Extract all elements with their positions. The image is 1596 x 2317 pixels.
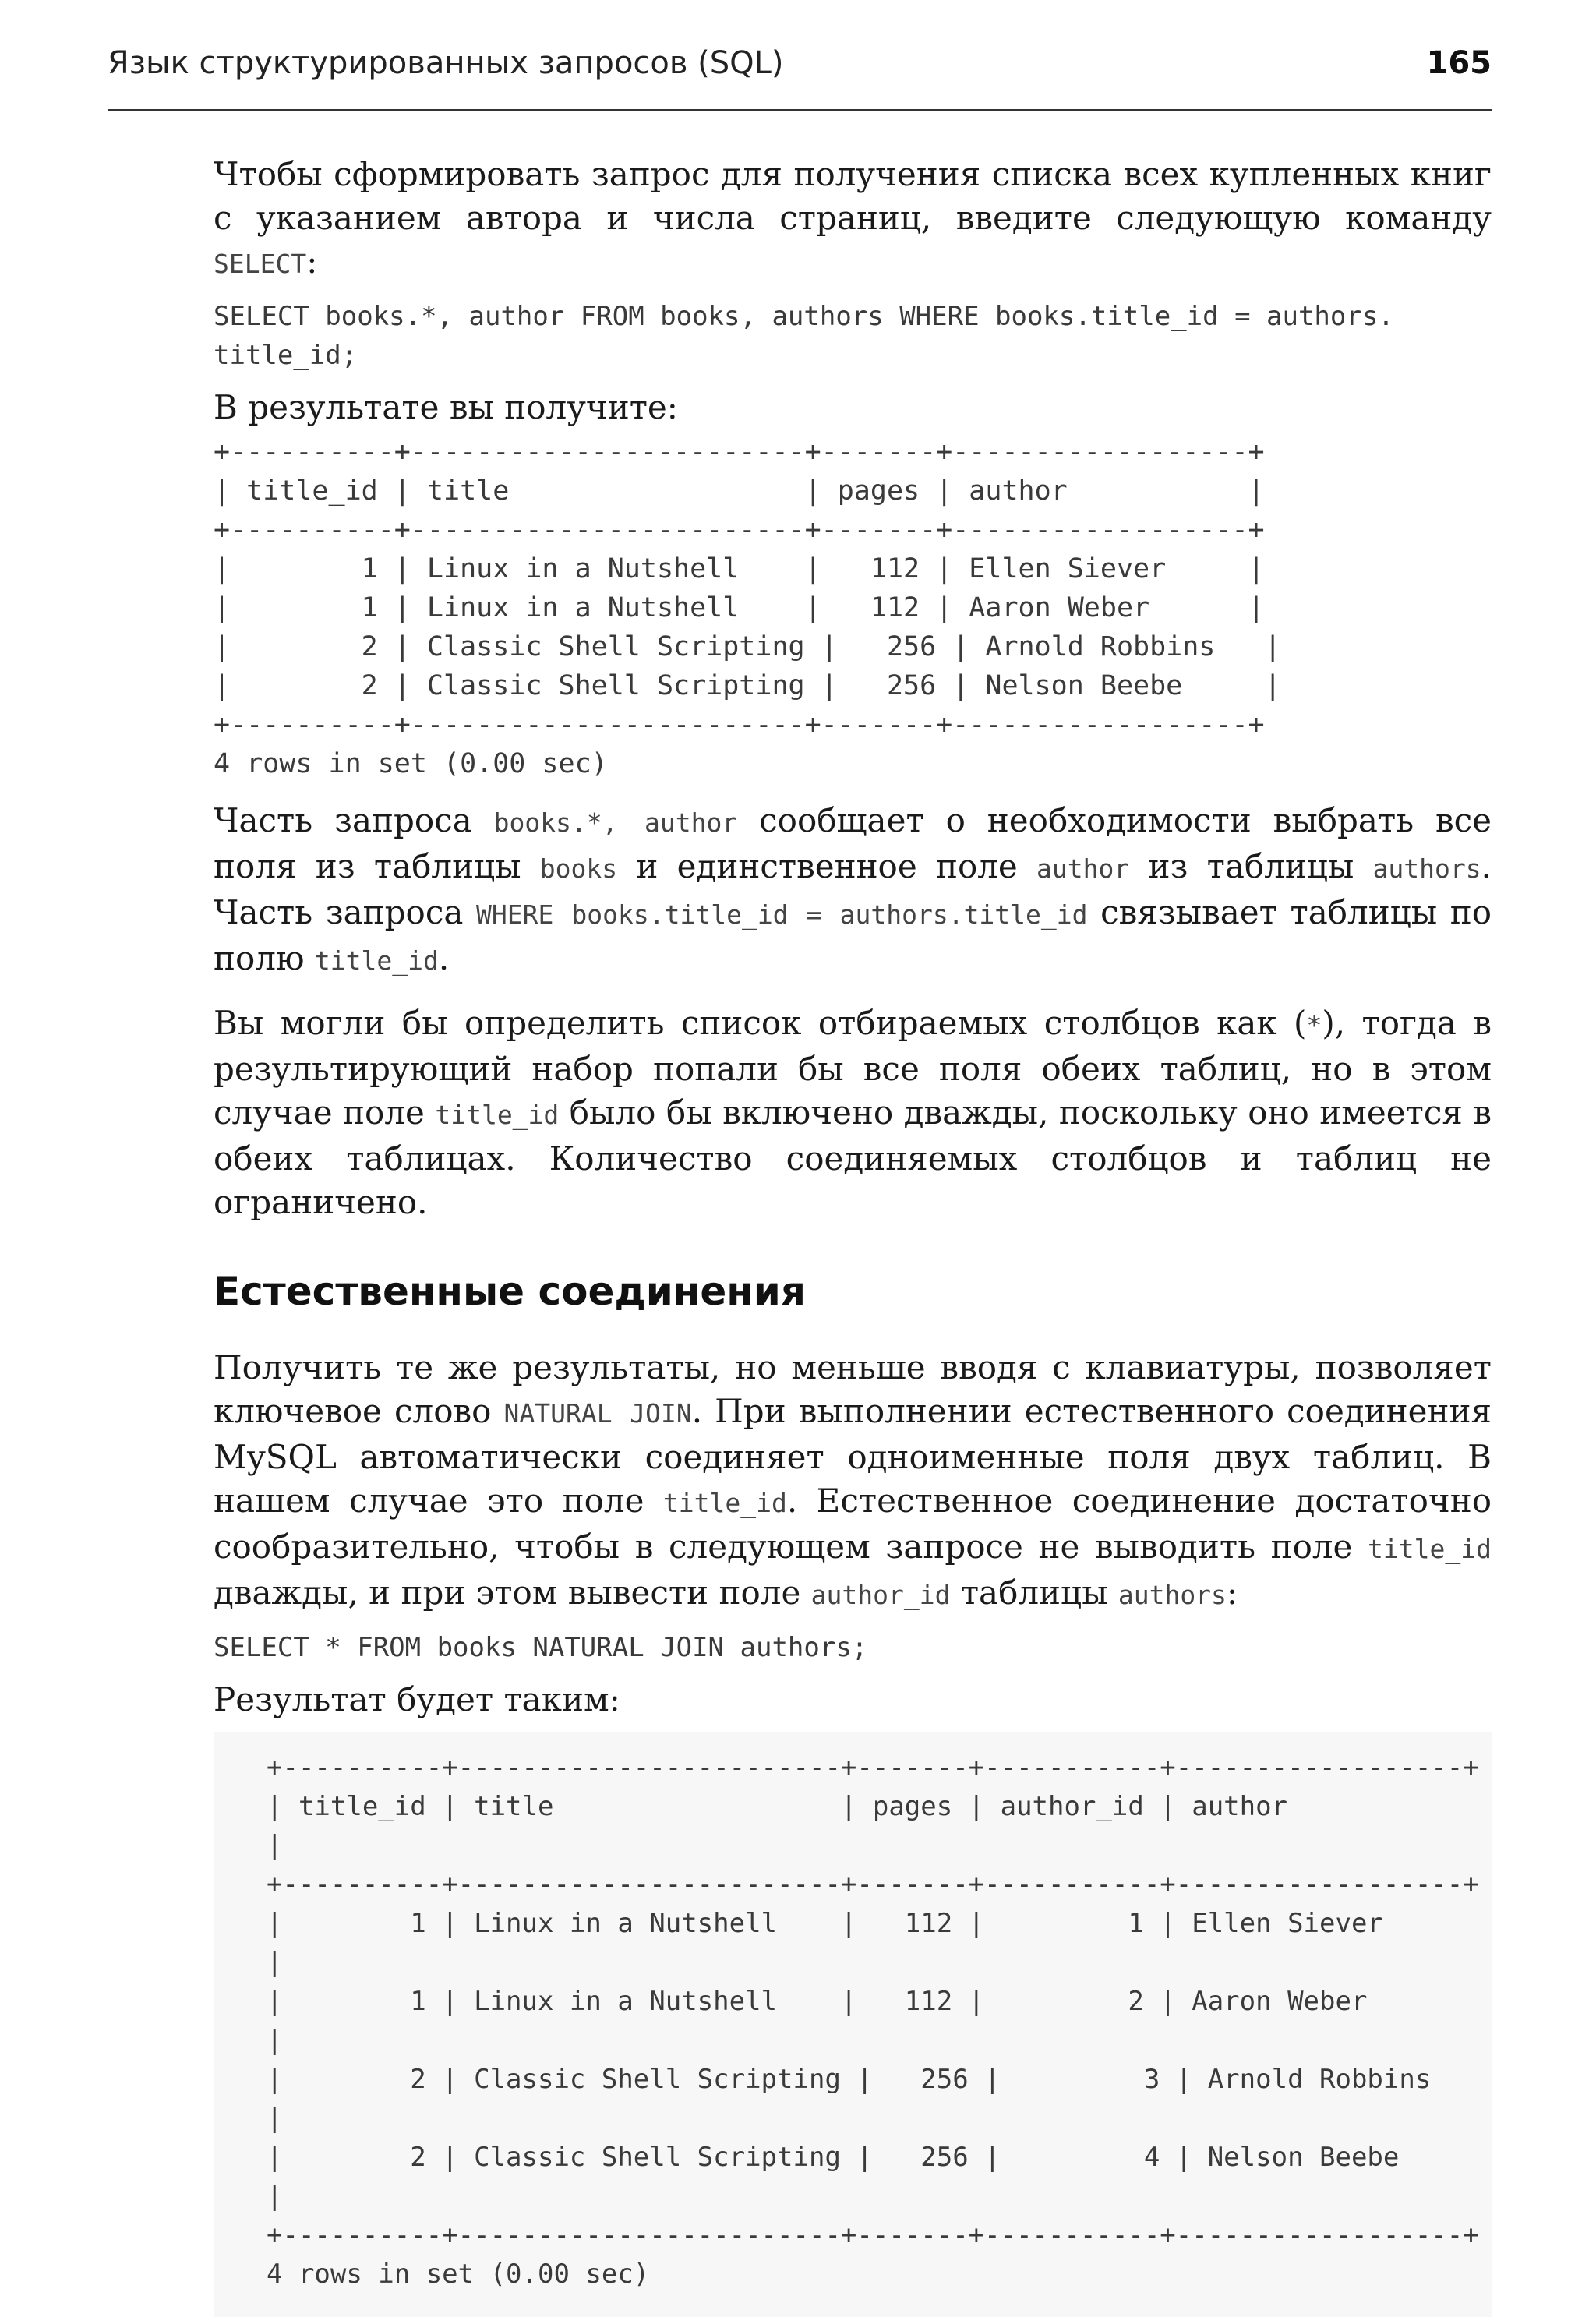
text-span: Получить те же результаты, но меньше вводя с клавиатуры, позволяет ключевое слово: [214, 1348, 1492, 1430]
inline-code: *: [1306, 1010, 1322, 1040]
inline-code: author_id: [810, 1580, 951, 1610]
inline-code: authors: [1118, 1580, 1227, 1610]
explain-paragraph: [214, 799, 1492, 983]
text-span: было бы включено дважды, поскольку оно имеется в обеих таблицах. Количество соединяемых столбцов и таблиц не ограничено.: [214, 1093, 1492, 1221]
text-span: из таблицы: [1129, 847, 1373, 885]
running-header: [108, 45, 1492, 111]
query-select-join: SELECT books.*, author FROM books, authors WHERE books.title_id = authors. title_id;: [214, 301, 1394, 371]
text-span: .: [438, 939, 450, 977]
intro-text-end: :: [306, 242, 318, 281]
page-number: 165: [1426, 45, 1492, 81]
text-span: . Часть запроса: [214, 847, 1492, 931]
page-content: [214, 153, 1492, 2317]
text-span: таблицы: [950, 1574, 1118, 1612]
text-span: ), тогда в результирующий набор попали бы все поля обеих таблиц, но в этом случае поле: [214, 1004, 1492, 1132]
intro-paragraph: [214, 153, 1492, 286]
text-span: Вы могли бы определить список отбираемых столбцов как (: [214, 1004, 1307, 1042]
result-label-2: Результат будет таким:: [214, 1680, 620, 1718]
text-span: и единственное поле: [617, 847, 1037, 885]
columns-note-paragraph: [214, 1001, 1492, 1224]
text-span: связывает таблицы по полю: [214, 893, 1492, 977]
chapter-title: Язык структурированных запросов (SQL): [108, 45, 784, 81]
inline-code: SELECT: [214, 249, 307, 279]
inline-code: author: [1036, 853, 1130, 884]
text-span: . Естественное соединение достаточно сообразительно, чтобы в следующем запросе не выводить поле: [214, 1482, 1492, 1566]
text-span: :: [1226, 1574, 1238, 1612]
text-span: дважды, и при этом вывести поле: [214, 1574, 811, 1612]
result-label-1: В результате вы получите:: [214, 388, 678, 426]
result-table-2: +----------+------------------------+-------+-----------+------------------+ | title_id | title | pages | author_id | author | +----------+------------------------+-------+-----------+------------------+ | 1 | Linux in a Nutshell | 112 | 1 | Ellen Siever | | 1 | Linux in a Nutshell | 112 | 2 | Aaron Weber | | 2 | Classic Shell Scripting | 256 | 3 | Arnold Robbins | | 2 | Classic Shell Scripting | 256 | 4 | Nelson Beebe | +----------+------------------------+-------+-----------+------------------+ 4 rows in set (0.00 sec): [267, 1752, 1479, 2290]
inline-code: books.*, author: [493, 807, 738, 838]
result-table-2-block: [214, 1732, 1492, 2317]
text-span: сообщает о необходимости выбрать все поля из таблицы: [214, 801, 1492, 885]
text-span: Часть запроса: [214, 801, 494, 839]
inline-code: authors: [1372, 853, 1481, 884]
inline-code: title_id: [435, 1100, 560, 1130]
result-table-1: +----------+------------------------+-------+------------------+ | title_id | title | pages | author | +----------+------------------------+-------+------------------+ | 1 | Linux in a Nutshell | 112 | Ellen Siever | | 1 | Linux in a Nutshell | 112 | Aaron Weber | | 2 | Classic Shell Scripting | 256 | Arnold Robbins | | 2 | Classic Shell Scripting | 256 | Nelson Beebe | +----------+------------------------+-------+------------------+ 4 rows in set (0.00 sec): [214, 436, 1281, 779]
query-natural-join: SELECT * FROM books NATURAL JOIN authors;: [214, 1632, 868, 1663]
inline-code: title_id: [1368, 1534, 1492, 1564]
text-span: . При выполнении естественного соединения MySQL автоматически соединяет одноименные поля двух таблиц. В нашем случае это поле: [214, 1392, 1492, 1520]
inline-code: WHERE books.title_id = authors.title_id: [475, 899, 1088, 930]
intro-text: Чтобы сформировать запрос для получения списка всех купленных книг с указанием автора и числа страниц, введите следующую команду: [214, 155, 1492, 237]
inline-code: title_id: [314, 945, 439, 976]
inline-code: books: [539, 853, 618, 884]
section-heading: Естественные соединения: [214, 1269, 806, 1314]
natural-join-paragraph: [214, 1346, 1492, 1617]
inline-code: title_id: [662, 1488, 787, 1518]
inline-code: NATURAL JOIN: [503, 1398, 692, 1429]
